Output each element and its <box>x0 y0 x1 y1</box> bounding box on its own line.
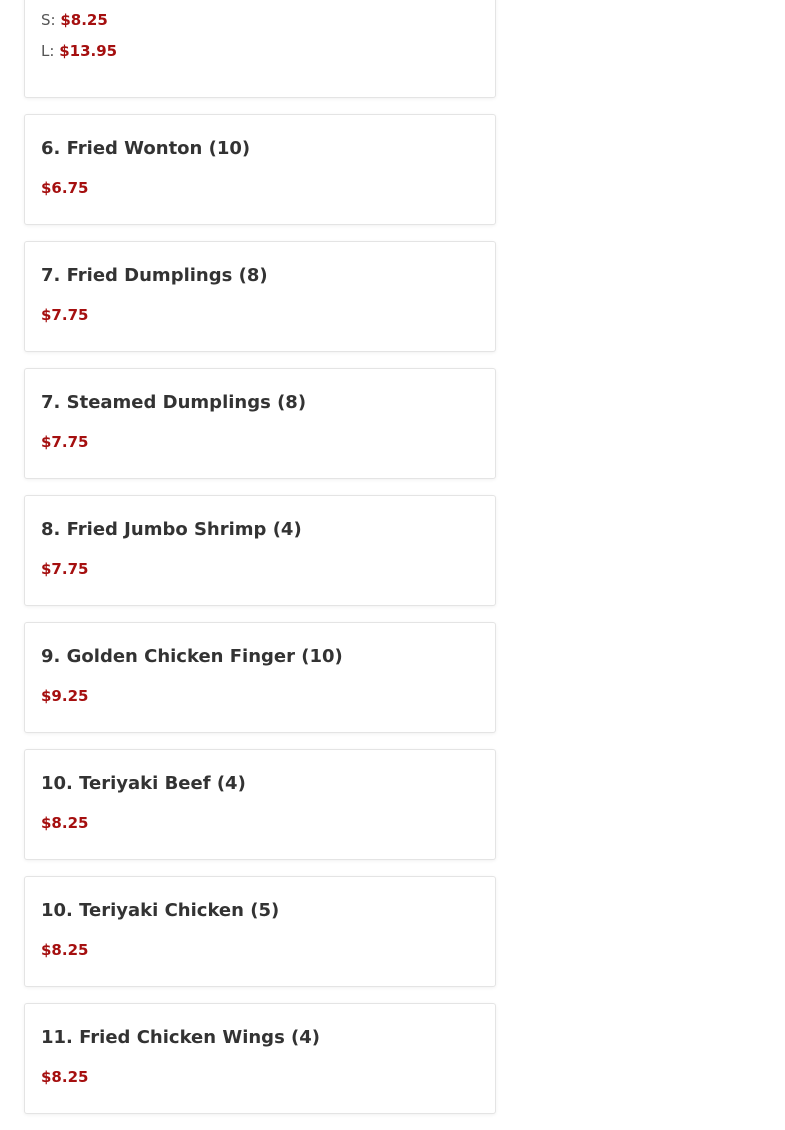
size-label: L: <box>41 42 55 60</box>
menu-item-price: $7.75 <box>41 433 89 451</box>
menu-item-price: $7.75 <box>41 306 89 324</box>
size-label: S: <box>41 11 56 29</box>
menu-item-name: 7. Fried Dumplings (8) <box>41 265 268 286</box>
menu-item-card[interactable] <box>24 114 496 225</box>
menu-item-price: $7.75 <box>41 560 89 578</box>
menu-item-price: $8.25 <box>41 1068 89 1086</box>
menu-item-price: $9.25 <box>41 687 89 705</box>
menu-item-list <box>24 0 496 1130</box>
menu-item-card[interactable] <box>24 749 496 860</box>
menu-item-card[interactable] <box>24 622 496 733</box>
menu-item-name: 8. Fried Jumbo Shrimp (4) <box>41 519 302 540</box>
menu-item-price: $6.75 <box>41 179 89 197</box>
menu-item-price: $8.25 <box>60 11 108 29</box>
menu-item-card[interactable] <box>24 495 496 606</box>
menu-item-card[interactable] <box>24 1003 496 1114</box>
menu-item-price: $8.25 <box>41 814 89 832</box>
menu-item-name: 6. Fried Wonton (10) <box>41 138 251 159</box>
menu-item-card[interactable] <box>24 241 496 352</box>
menu-item-name: 10. Teriyaki Chicken (5) <box>41 900 280 921</box>
menu-item-price: $8.25 <box>41 941 89 959</box>
menu-item-card[interactable] <box>24 368 496 479</box>
size-option-small <box>41 11 479 29</box>
menu-item-name: 11. Fried Chicken Wings (4) <box>41 1027 321 1048</box>
menu-item-price: $13.95 <box>59 42 118 60</box>
menu-item-card[interactable] <box>24 876 496 987</box>
menu-item-name: 10. Teriyaki Beef (4) <box>41 773 246 794</box>
menu-item-name: 7. Steamed Dumplings (8) <box>41 392 307 413</box>
size-option-large <box>41 42 479 60</box>
menu-item-card[interactable] <box>24 0 496 98</box>
menu-item-name: 9. Golden Chicken Finger (10) <box>41 646 343 667</box>
